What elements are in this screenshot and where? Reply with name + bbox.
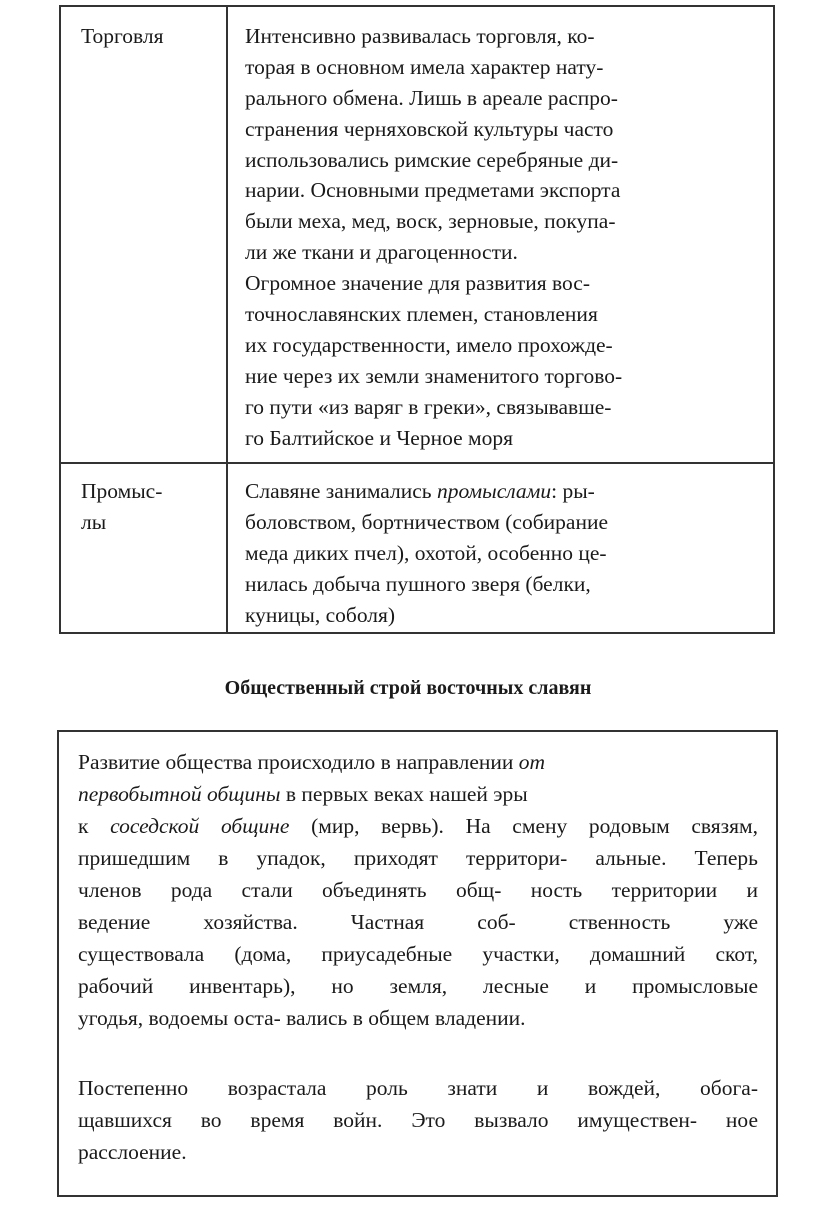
- text-line: странения черняховской культуры часто: [245, 116, 614, 141]
- row-text-trade: [245, 21, 622, 453]
- text-line: торая в основном имела характер нату-: [245, 54, 604, 79]
- text-segment: щавшихся во время войн. Это вызвало имуществен- ное: [78, 1108, 758, 1132]
- text-line: [78, 1072, 758, 1104]
- text-line: [78, 746, 758, 778]
- info-table: [59, 5, 775, 634]
- text-line: Огромное значение для развития вос-: [245, 271, 590, 296]
- italic-term: от: [518, 750, 546, 774]
- italic-term: промыслами: [437, 479, 552, 503]
- text-line: меда диких пчел), охотой, особенно це-: [245, 540, 607, 565]
- text-line: [78, 1136, 758, 1168]
- text-line: были меха, мед, воск, зерновые, покупа-: [245, 209, 616, 234]
- box-body: [78, 746, 758, 1168]
- text-segment: членов рода стали объединять общ- ность территории и: [78, 878, 758, 902]
- text-line: Интенсивно развивалась торговля, ко-: [245, 24, 595, 48]
- text-line: ние через их земли знаменитого торгово-: [245, 363, 623, 388]
- text-segment: ведение хозяйства. Частная соб- ственность уже: [78, 910, 758, 934]
- text-segment: Славяне занимались: [245, 479, 437, 503]
- italic-term: соседской общине: [110, 814, 290, 838]
- row-text-crafts: [245, 476, 608, 630]
- text-line: [78, 1104, 758, 1136]
- text-box: [57, 730, 778, 1197]
- text-line: нилась добыча пушного зверя (белки,: [245, 571, 591, 596]
- text-line: го пути «из варяг в греки», связывавше-: [245, 394, 612, 419]
- text-line: точнославянских племен, становления: [245, 302, 598, 327]
- italic-term: первобытной общины: [78, 782, 281, 806]
- text-line: [245, 476, 608, 507]
- text-line: [78, 906, 758, 938]
- text-segment: (мир, вервь). На смену родовым связям,: [289, 814, 758, 838]
- text-segment: рабочий инвентарь), но земля, лесные и промысловые: [78, 974, 758, 998]
- text-segment: : ры-: [551, 479, 595, 503]
- text-line: боловством, бортничеством (собирание: [245, 509, 609, 534]
- row-label-crafts: [81, 476, 162, 538]
- text-line: нарии. Основными предметами экспорта: [245, 178, 621, 203]
- text-line: [78, 970, 758, 1002]
- section-title: Общественный строй восточных славян: [224, 677, 592, 699]
- row-label-trade: [81, 21, 164, 52]
- text-line: [78, 778, 758, 810]
- text-line: куницы, соболя): [245, 602, 396, 627]
- text-line: го Балтийское и Черное моря: [245, 425, 514, 450]
- text-line: [78, 938, 758, 970]
- text-line: их государственности, имело прохожде-: [245, 332, 613, 357]
- text-line: [78, 1002, 758, 1034]
- text-line: рального обмена. Лишь в ареале распро-: [245, 85, 618, 110]
- text-segment: к: [78, 814, 111, 838]
- label-line: Промыс-: [81, 479, 163, 503]
- row-divider: [61, 462, 773, 464]
- text-segment: пришедшим в упадок, приходят территори- альные. Теперь: [78, 846, 758, 870]
- text-line: использовались римские серебряные ди-: [245, 147, 619, 172]
- text-line: [78, 842, 758, 874]
- text-line: ли же ткани и драгоценности.: [245, 240, 518, 265]
- text-line: [78, 810, 758, 842]
- text-segment: Развитие общества происходило в направлении: [78, 750, 519, 774]
- text-segment: расслоение.: [78, 1140, 187, 1164]
- text-segment: угодья, водоемы оста- вались в общем владении.: [78, 1006, 526, 1030]
- label-line: лы: [81, 509, 107, 534]
- text-segment: Постепенно возрастала роль знати и вождей, обога-: [78, 1076, 758, 1100]
- label-line: Торговля: [81, 24, 164, 48]
- paragraph-gap: [78, 1034, 758, 1072]
- text-line: [78, 874, 758, 906]
- column-divider: [226, 7, 228, 632]
- text-segment: в первых веках нашей эры: [280, 782, 528, 806]
- text-segment: существовала (дома, приусадебные участки, домашний скот,: [78, 942, 758, 966]
